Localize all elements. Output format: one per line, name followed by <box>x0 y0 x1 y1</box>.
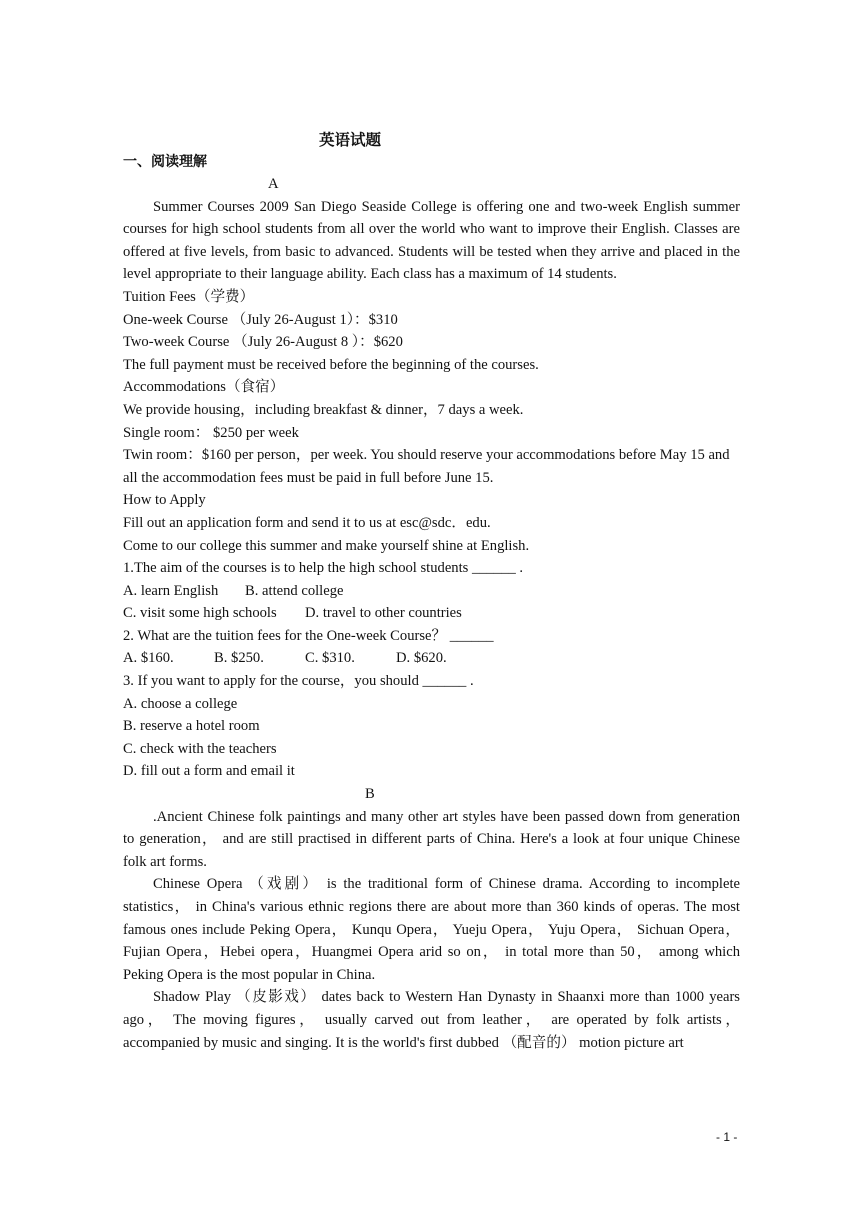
accommodations-heading: Accommodations（食宿） <box>123 379 285 396</box>
option: A. $160. <box>123 650 174 667</box>
passage-b-paragraph-1: .Ancient Chinese folk paintings and many other art styles have been passed down from generation to generation， and are still practised in different parts of China. Here's a look at four unique Chinese folk art forms. <box>123 808 740 870</box>
question-1: 1.The aim of the courses is to help the high school students ______ . <box>123 560 524 577</box>
question-2-options <box>123 647 740 670</box>
question-1-options-row1 <box>123 580 740 603</box>
passage-a-intro: Summer Courses 2009 San Diego Seaside College is offering one and two-week English summer courses for high school students from all over the world who want to improve their English. Classes are offered at five levels, from basic to advanced. Students will be tested when they arrive and placed in the level appropriate to their language ability. Each class has a maximum of 14 students. <box>123 198 740 283</box>
question-3: 3. If you want to apply for the course，you should ______ . <box>123 673 474 690</box>
payment-note: The full payment must be received before the beginning of the courses. <box>123 356 539 373</box>
twin-room: Twin room：$160 per person，per week. You should reserve your accommodations before May 15 and all the accommodation fees must be paid in full before June 15. <box>123 447 730 486</box>
option: C. visit some high schools <box>123 605 277 622</box>
passage-b-paragraph-3: Shadow Play （皮影戏） dates back to Western Han Dynasty in Shaanxi more than 1000 years ago， The moving figures， usually carved out from leather， are operated by folk artists， accompanied by music and singing. It is the world's first dubbed （配音的） motion picture art <box>123 989 740 1051</box>
passage-a-label: A <box>268 176 279 192</box>
tuition-heading: Tuition Fees（学费） <box>123 288 255 305</box>
apply-instructions: Fill out an application form and send it to us at esc@sdc．edu. <box>123 514 491 531</box>
option: C. $310. <box>305 650 355 667</box>
option: B. reserve a hotel room <box>123 718 260 735</box>
page-number: - 1 - <box>716 1130 738 1144</box>
option: B. $250. <box>214 650 264 667</box>
option: C. check with the teachers <box>123 740 277 757</box>
option: A. learn English <box>123 582 219 599</box>
question-1-options-row2 <box>123 602 740 625</box>
option: D. travel to other countries <box>305 605 462 622</box>
section-heading: 一、阅读理解 <box>123 154 207 170</box>
two-week-fee: Two-week Course （July 26-August 8 ）：$620 <box>123 334 403 351</box>
apply-heading: How to Apply <box>123 492 206 509</box>
housing-note: We provide housing，including breakfast & dinner，7 days a week. <box>123 401 524 418</box>
page-title: 英语试题 <box>318 131 381 149</box>
closing-line: Come to our college this summer and make yourself shine at English. <box>123 537 530 554</box>
passage-b-paragraph-2: Chinese Opera （戏剧） is the traditional form of Chinese drama. According to incomplete statistics， in China's various ethnic regions there are about more than 360 kinds of operas. The most famous ones include Peking Opera， Kunqu Opera， Yueju Opera， Yuju Opera， Sichuan Opera，Fujian Opera，Hebei opera，Huangmei Opera arid so on， in total more than 50， among which Peking Opera is the most popular in China. <box>123 876 740 983</box>
one-week-fee: One-week Course （July 26-August 1）：$310 <box>123 311 398 328</box>
passage-b-label: B <box>365 786 375 803</box>
option: D. fill out a form and email it <box>123 763 295 780</box>
option: A. choose a college <box>123 695 238 712</box>
question-2: 2. What are the tuition fees for the One-week Course？ ______ <box>123 627 494 644</box>
option: B. attend college <box>245 582 344 599</box>
passage-a <box>123 173 740 1054</box>
single-room: Single room： $250 per week <box>123 424 299 441</box>
option: D. $620. <box>396 650 447 667</box>
